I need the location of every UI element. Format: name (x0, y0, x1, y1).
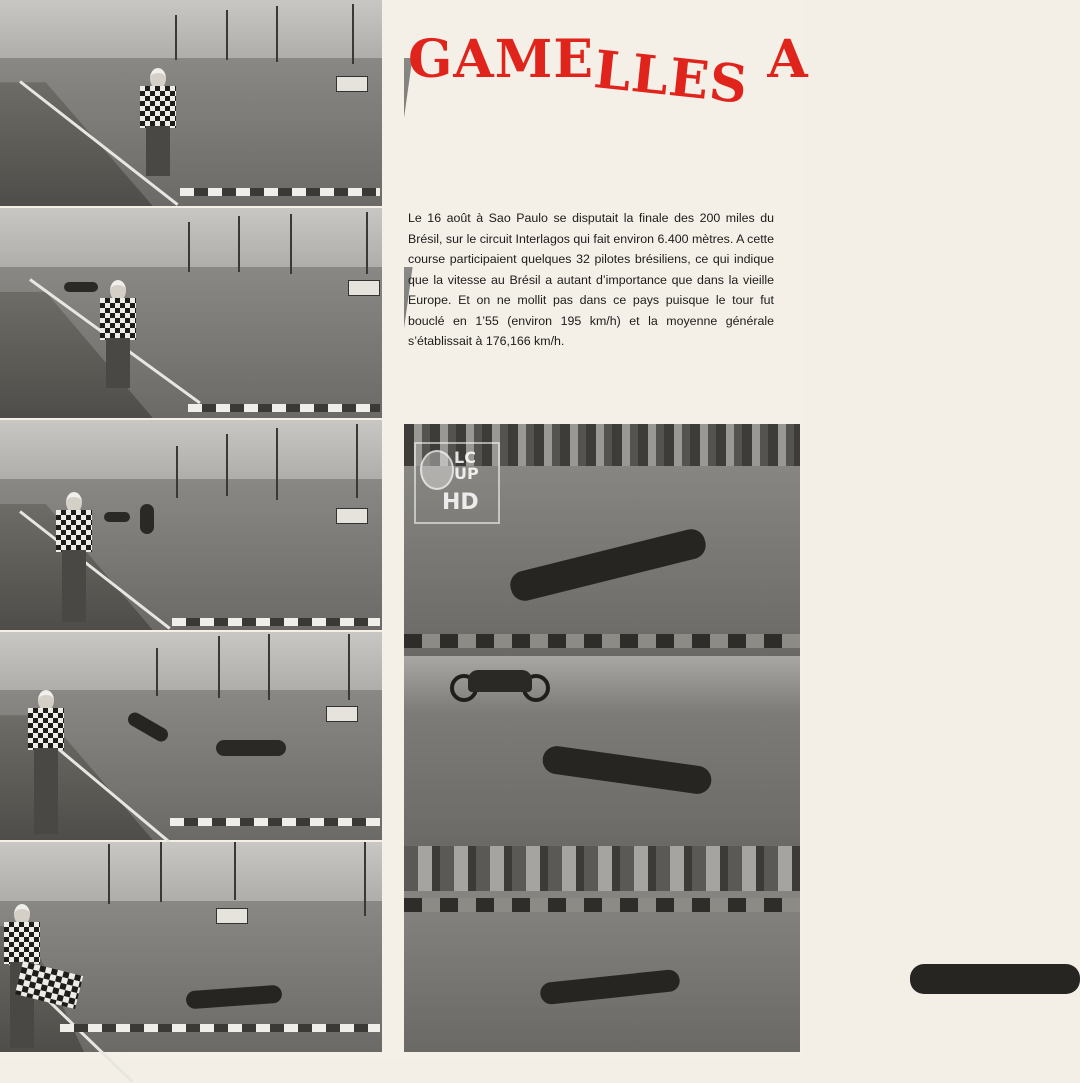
watermark-hd-text: HD (442, 490, 479, 515)
sequence-photo-4 (0, 632, 382, 840)
title-part-3: A (767, 29, 809, 90)
sequence-photo-3 (0, 420, 382, 630)
watermark-logo (414, 442, 500, 524)
crash-photo-2 (404, 656, 800, 846)
title-part-1: GAME (408, 29, 594, 90)
sequence-photo-2 (0, 208, 382, 418)
article-title (408, 29, 809, 124)
watermark-top-text: LC UP (454, 448, 479, 483)
article-intro: Le 16 août à Sao Paulo se disputait la finale des 200 miles du Brésil, sur le circuit Interlagos qui fait environ 6.400 mètres. A cette course participaient quelques 32 pilotes brésiliens, ce qui indique que la vitesse au Brésil a autant d’importance que dans la vieille Europe. Et on ne mollit pas dans ce pays puisque le tour fut bouclé en 1’55 (environ 195 km/h) et la moyenne générale s’établissait à 176,166 km/h. (408, 211, 774, 348)
column-gutter (382, 0, 404, 1059)
sequence-photo-5 (0, 842, 382, 1052)
crash-photo-3 (404, 846, 800, 1052)
title-part-2: LLES (591, 39, 752, 116)
face-icon (420, 450, 454, 490)
sequence-photo-1 (0, 0, 382, 206)
